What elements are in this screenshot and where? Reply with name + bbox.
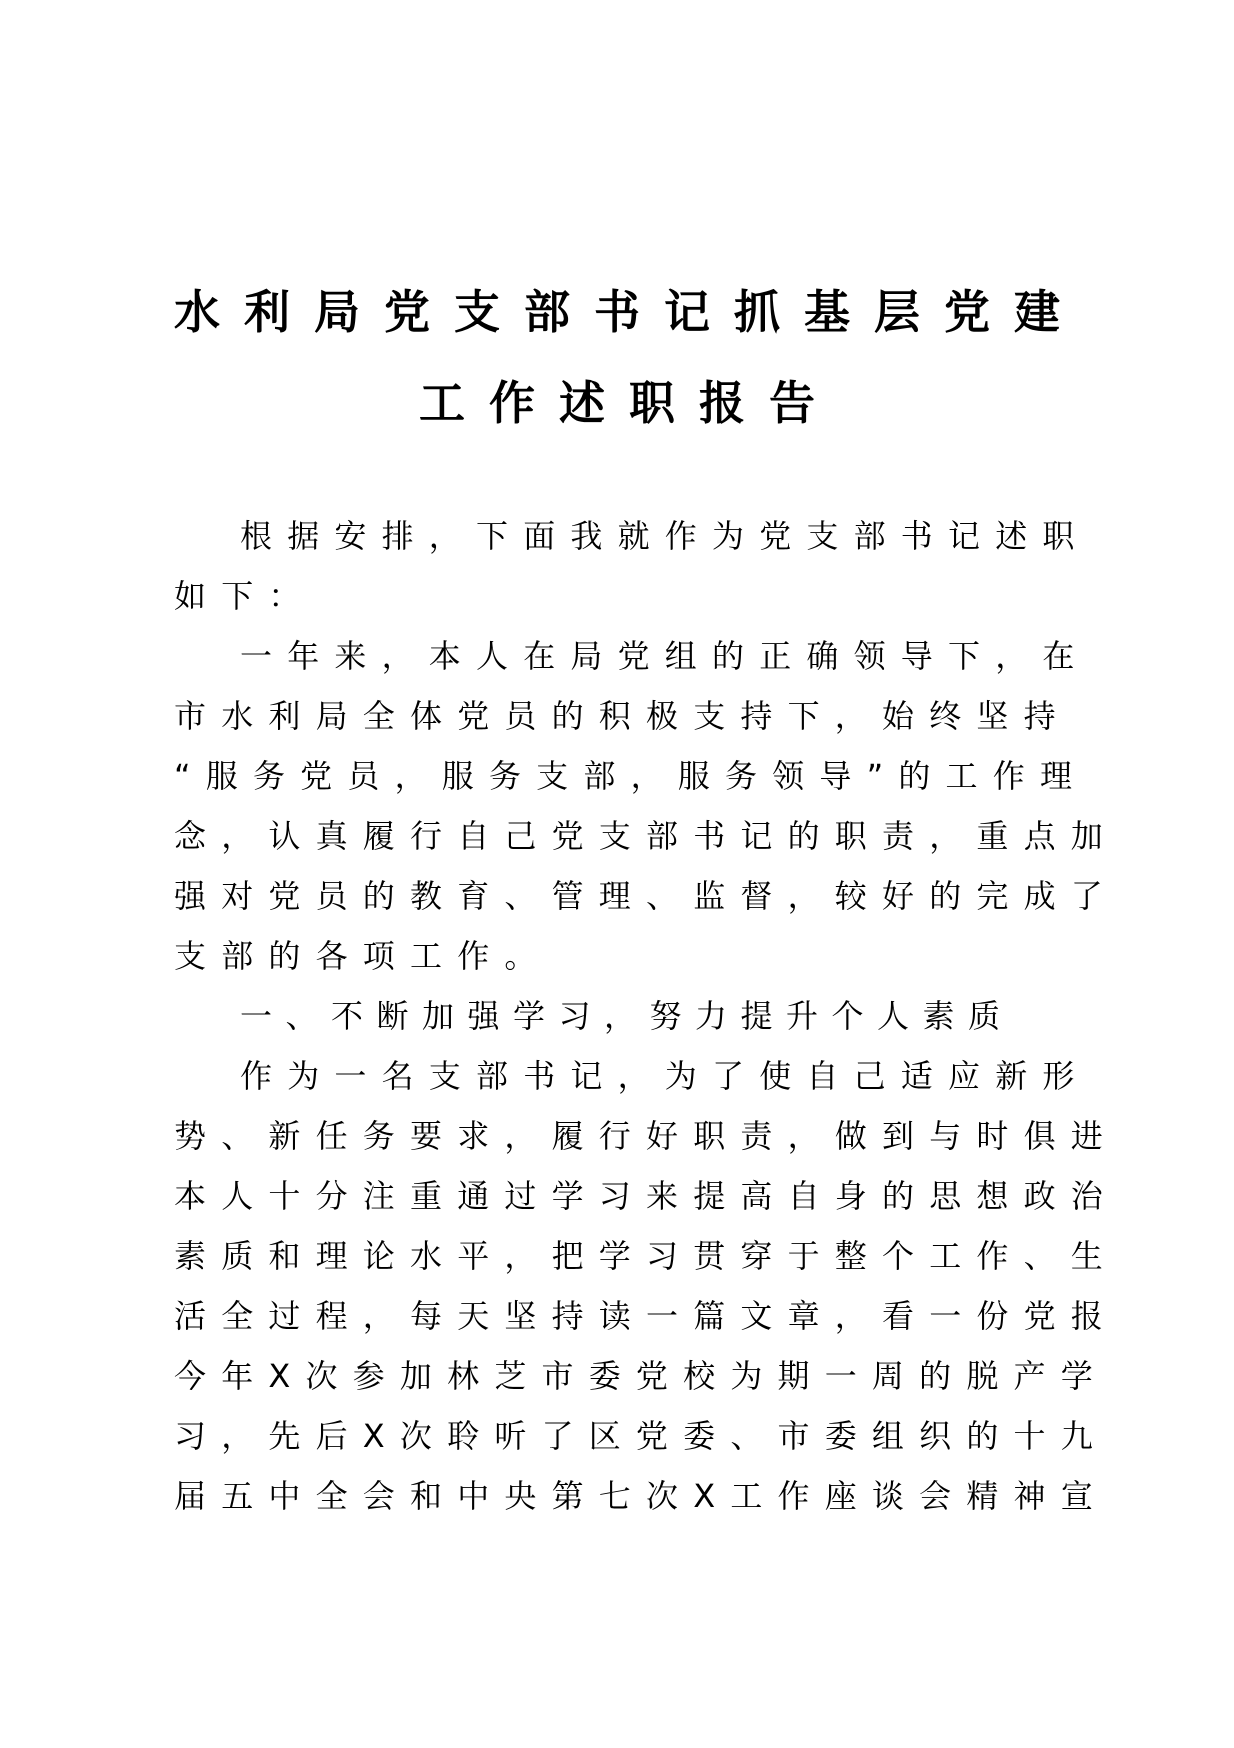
paragraph-line: 如下： — [174, 577, 316, 615]
paragraph-line: 势、新任务要求，履行好职责，做到与时俱进 — [174, 1117, 1119, 1155]
paragraph-line: 根据安排，下面我就作为党支部书记述职 — [240, 517, 1090, 555]
paragraph-line: 念，认真履行自己党支部书记的职责，重点加 — [174, 817, 1119, 855]
paragraph-line: 习，先后X次聆听了区党委、市委组织的十九 — [174, 1417, 1108, 1455]
paragraph-line: 本人十分注重通过学习来提高自身的思想政治 — [174, 1177, 1119, 1215]
paragraph-line: 届五中全会和中央第七次X工作座谈会精神宣 — [174, 1477, 1108, 1515]
paragraph-line: 素质和理论水平，把学习贯穿于整个工作、生 — [174, 1237, 1119, 1275]
paragraph-line: 市水利局全体党员的积极支持下，始终坚持 — [174, 697, 1071, 735]
paragraph-line: 今年X次参加林芝市委党校为期一周的脱产学 — [174, 1357, 1108, 1395]
document-title-line-1: 水利局党支部书记抓基层党建 — [174, 285, 1084, 339]
paragraph-line: “服务党员，服务支部，服务领导”的工作理 — [174, 757, 1088, 795]
paragraph-line: 一年来，本人在局党组的正确领导下，在 — [240, 637, 1090, 675]
section-heading: 一、不断加强学习，努力提升个人素质 — [240, 997, 1014, 1035]
paragraph-line: 活全过程，每天坚持读一篇文章，看一份党报 — [174, 1297, 1119, 1335]
paragraph-line: 强对党员的教育、管理、监督，较好的完成了 — [174, 877, 1119, 915]
document-title-line-2: 工作述职报告 — [419, 376, 839, 430]
paragraph-line: 支部的各项工作。 — [174, 937, 552, 975]
paragraph-line: 作为一名支部书记，为了使自己适应新形 — [240, 1057, 1090, 1095]
